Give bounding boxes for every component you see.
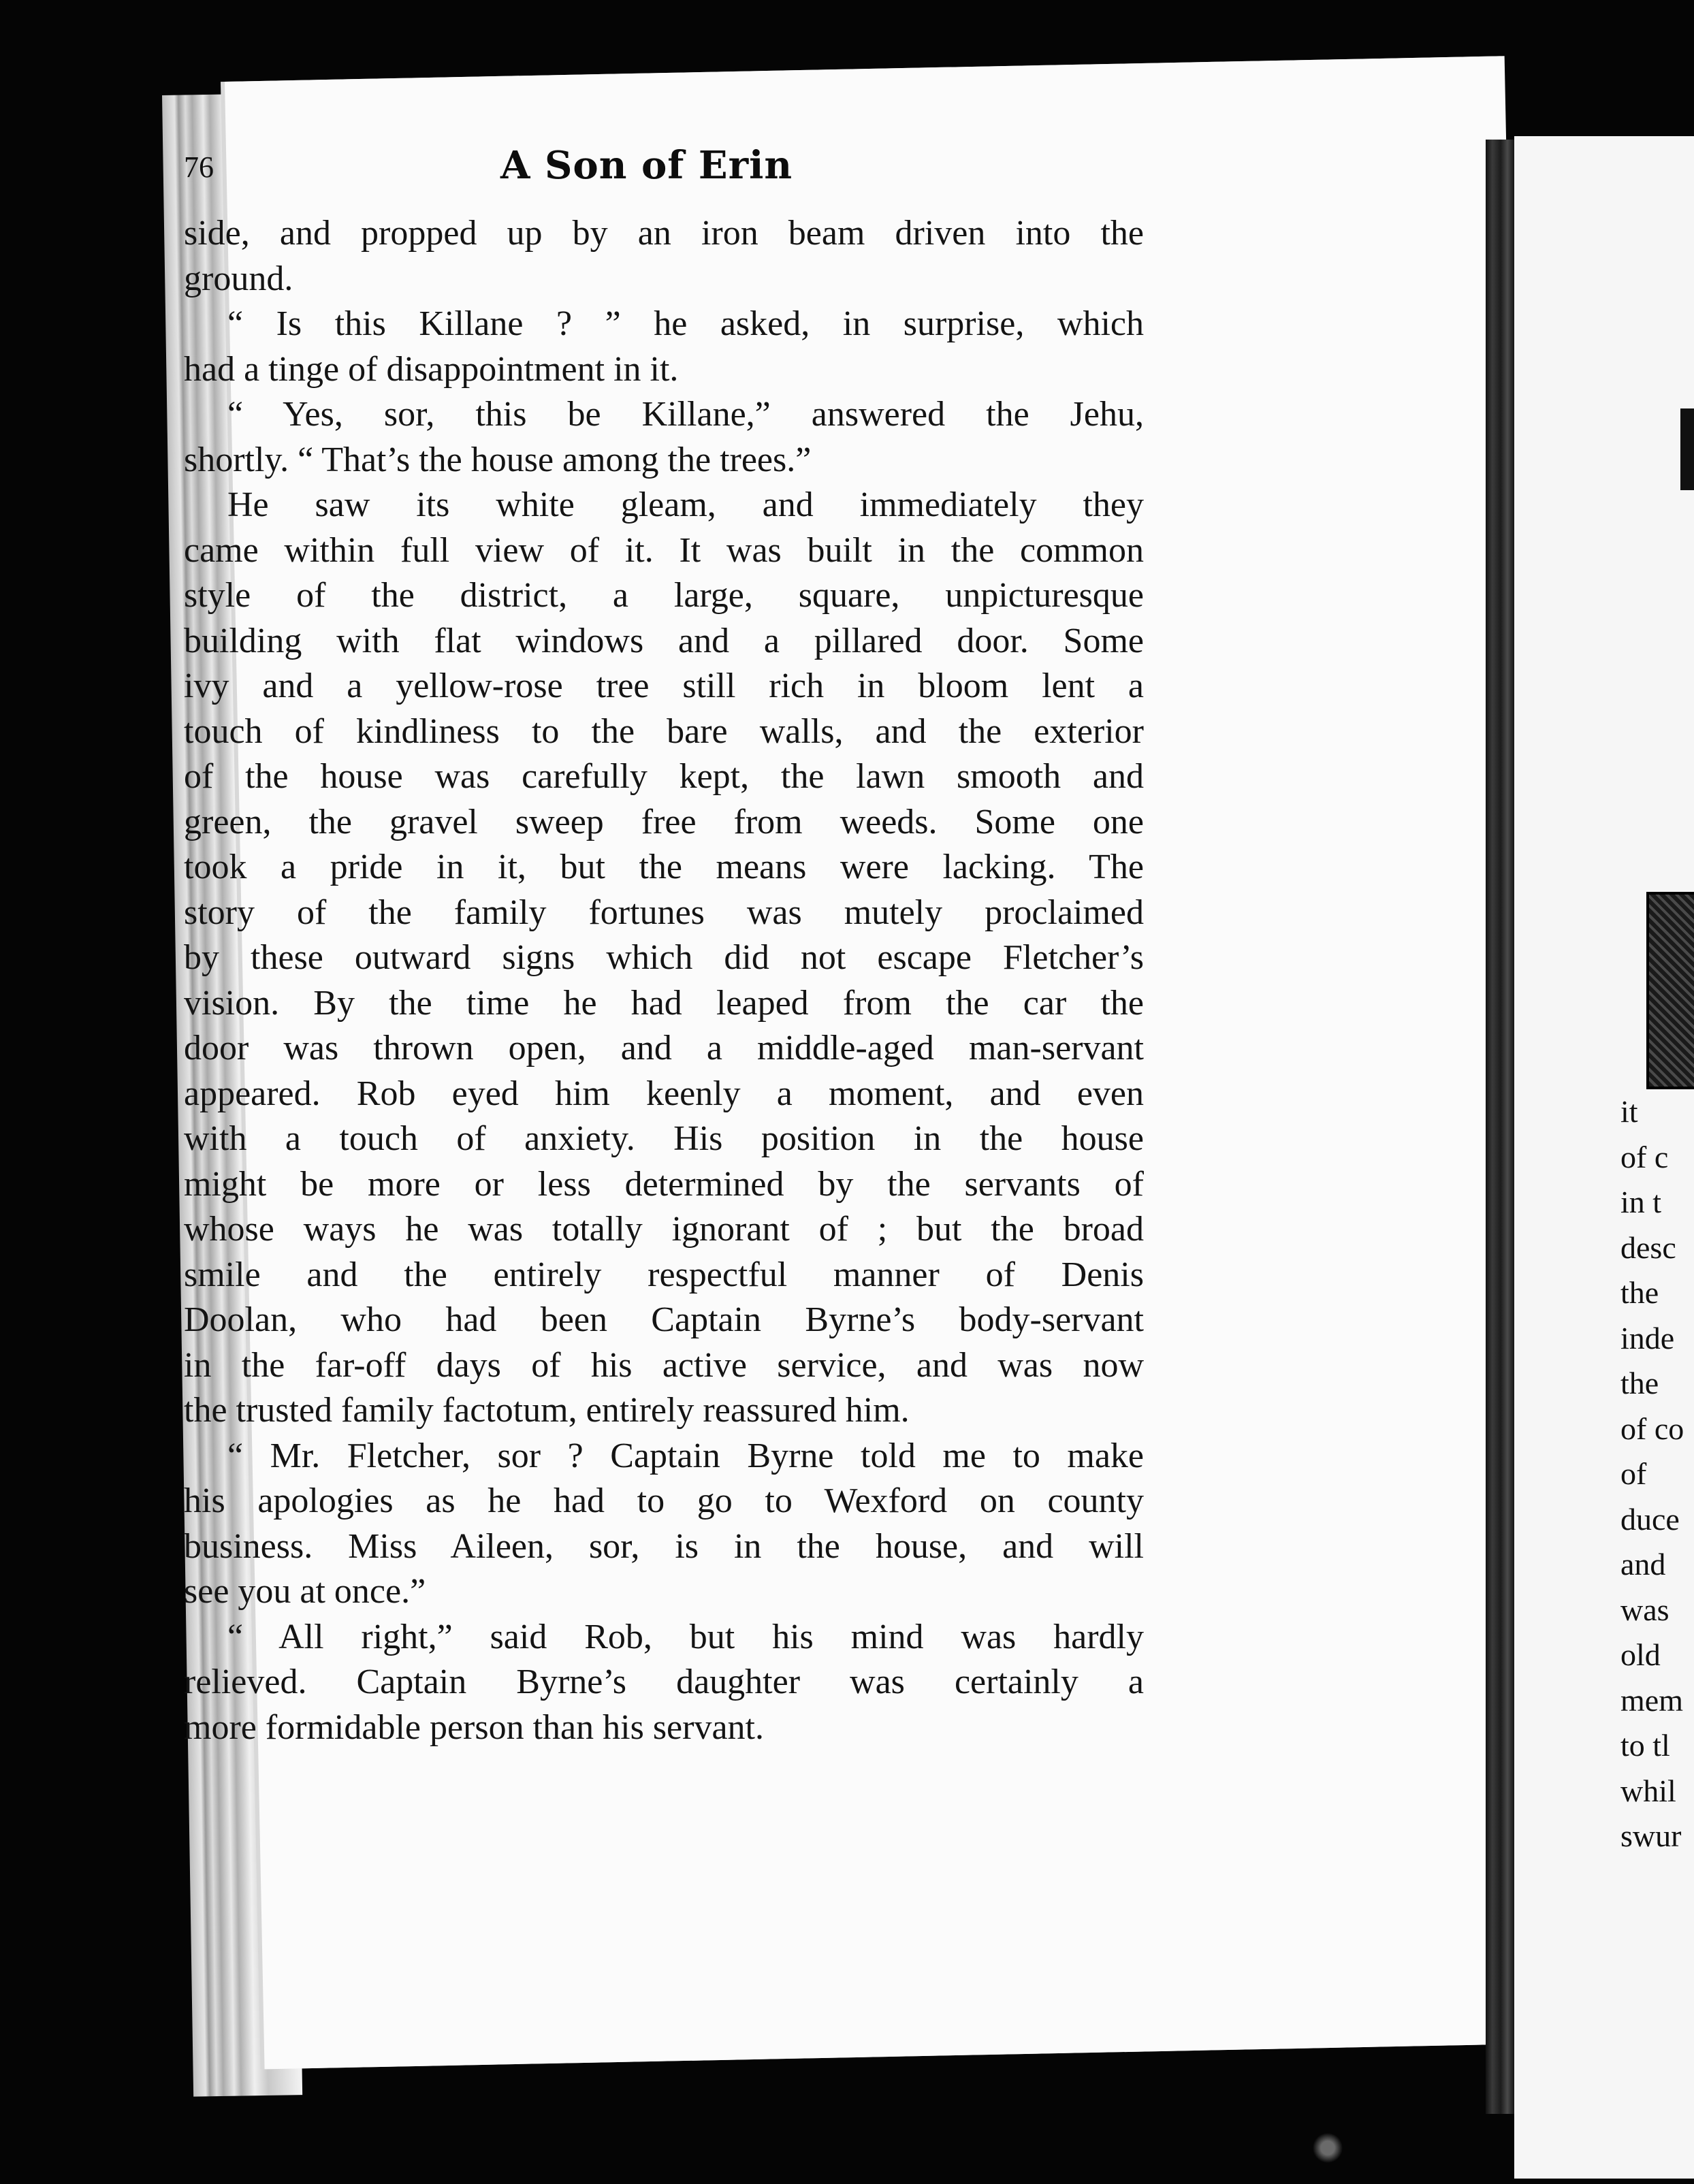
text-line: “ Is this Killane ? ” he asked, in surprise, which [227,304,1144,343]
paragraph [184,211,1144,302]
text-line: “ Yes, sor, this be Killane,” answered the Jehu, [227,395,1144,434]
facing-text-fragment: it [1620,1094,1638,1129]
body-text [184,211,1144,1750]
facing-text-fragment: was [1620,1592,1669,1627]
text-line: “ Mr. Fletcher, sor ? Captain Byrne told me to make [227,1436,1144,1475]
text-line: He saw its white gleam, and immediately they [227,485,1144,524]
facing-text-fragment: old [1620,1637,1661,1672]
facing-text-fragment: desc [1620,1230,1676,1265]
facing-text-fragment: of [1620,1456,1647,1491]
text-line: style of the district, a large, square, unpicturesque [184,576,1144,615]
text-line: building with flat windows and a pillared door. Some [184,621,1144,660]
text-line: might be more or less determined by the servants of [184,1164,1144,1204]
facing-text-fragment: swur [1620,1818,1682,1853]
page-number: 76 [184,150,214,184]
facing-text-fragment: to tl [1620,1728,1670,1763]
text-line: had a tinge of disappointment in it. [184,349,679,389]
facing-text-fragment: mem [1620,1682,1683,1718]
facing-page-text [1620,1089,1694,1859]
paragraph [184,1434,1144,1615]
text-line: ivy and a yellow-rose tree still rich in bloom lent a [184,667,1144,705]
text-line: appeared. Rob eyed him keenly a moment, and even [184,1074,1144,1113]
facing-text-fragment: of co [1620,1411,1684,1446]
text-line: whose ways he was totally ignorant of ; but the broad [184,1210,1144,1249]
text-line: ground. [184,259,293,298]
text-line: by these outward signs which did not escape Fletcher’s [184,938,1144,977]
text-line: his apologies as he had to go to Wexford on county [184,1481,1144,1520]
text-line: business. Miss Aileen, sor, is in the house, and will [184,1526,1144,1566]
facing-text-fragment: in t [1620,1185,1662,1219]
text-line: vision. By the time he had leaped from the car the [184,983,1144,1023]
text-line: door was thrown open, and a middle-aged man-servant [184,1029,1144,1067]
text-line: green, the gravel sweep free from weeds. Some one [184,802,1144,841]
paragraph [184,1615,1144,1751]
text-line: side, and propped up by an iron beam driven into the [184,214,1144,253]
facing-text-fragment: the [1620,1366,1659,1400]
paragraph [184,483,1144,1434]
text-line: “ All right,” said Rob, but his mind was hardly [227,1617,1144,1656]
facing-text-fragment: the [1620,1275,1659,1310]
text-line: shortly. “ That’s the house among the trees.” [184,440,812,479]
text-line: with a touch of anxiety. His position in the house [184,1119,1144,1158]
text-line: came within full view of it. It was built in the common [184,530,1144,570]
text-line: see you at once.” [184,1572,426,1611]
text-line: the trusted family factotum, entirely reassured him. [184,1391,910,1430]
facing-text-fragment: inde [1620,1320,1675,1355]
text-line: smile and the entirely respectful manner of Denis [184,1255,1144,1294]
running-head: A Son of Erin [500,143,793,188]
decorative-initial-icon [1646,892,1694,1089]
facing-text-fragment: of c [1620,1139,1669,1174]
page-header [184,136,1137,197]
scan-artifact [1307,2124,1348,2172]
text-line: relieved. Captain Byrne’s daughter was certainly a [184,1663,1144,1701]
facing-page-rule [1680,408,1694,490]
text-line: of the house was carefully kept, the lawn smooth and [184,757,1144,796]
facing-text-fragment: whil [1620,1773,1676,1808]
text-line: touch of kindliness to the bare walls, and the exterior [184,711,1144,751]
paragraph [184,392,1144,483]
paragraph [184,302,1144,392]
facing-text-fragment: duce [1620,1501,1680,1537]
book-gutter [1486,140,1514,2114]
facing-text-fragment: and [1620,1547,1666,1581]
text-line: took a pride in it, but the means were lacking. The [184,848,1144,886]
text-line: more formidable person than his servant. [184,1707,764,1747]
text-line: story of the family fortunes was mutely proclaimed [184,893,1144,932]
text-line: Doolan, who had been Captain Byrne’s body-servant [184,1300,1144,1339]
text-line: in the far-off days of his active service, and was now [184,1345,1144,1385]
